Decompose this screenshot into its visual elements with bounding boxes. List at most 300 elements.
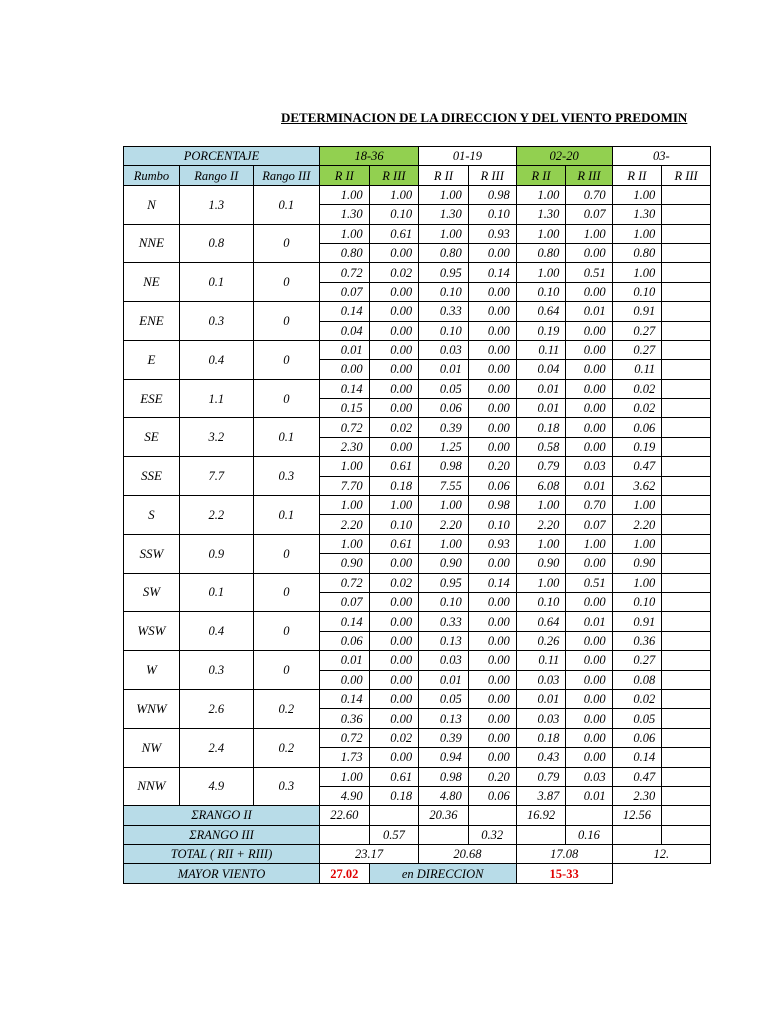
- rango-iii-cell: 0: [253, 340, 319, 379]
- factor-cell: 0.72: [320, 263, 370, 282]
- factor-cell: 0.95: [419, 263, 469, 282]
- product-cell: 0.02: [612, 399, 662, 418]
- rango-ii-cell: 0.3: [179, 651, 253, 690]
- product-cell: 0.19: [516, 321, 566, 340]
- factor-cell: 0.20: [468, 767, 516, 786]
- factor-cell: 0.47: [612, 457, 662, 476]
- sum-rii-value: 22.60: [320, 806, 370, 825]
- factor-cell: 0.61: [369, 767, 419, 786]
- factor-cell: 0.64: [516, 612, 566, 631]
- sum-rango-ii-label: ΣRANGO II: [124, 806, 320, 825]
- factor-cell: 0.00: [566, 379, 612, 398]
- header-row-runways: [124, 147, 711, 166]
- factor-cell: 0.03: [419, 340, 469, 359]
- factor-cell: 0.79: [516, 767, 566, 786]
- product-cell: 0.90: [516, 554, 566, 573]
- header-runway: 18-36: [320, 147, 419, 166]
- product-cell: 0.07: [320, 282, 370, 301]
- header-rii: R II: [419, 166, 469, 185]
- product-cell: 0.10: [419, 592, 469, 611]
- product-cell: 0.00: [566, 437, 612, 456]
- product-cell: 4.80: [419, 786, 469, 805]
- total-row: [124, 845, 711, 864]
- product-cell: 0.58: [516, 437, 566, 456]
- product-cell: 0.00: [468, 321, 516, 340]
- table-cell: [516, 825, 566, 844]
- total-value: 23.17: [320, 845, 419, 864]
- product-cell: 0.00: [369, 670, 419, 689]
- product-cell: 0.00: [566, 670, 612, 689]
- factor-cell: 0.14: [468, 573, 516, 592]
- header-riii: R III: [468, 166, 516, 185]
- product-cell: 0.00: [468, 399, 516, 418]
- product-cell: 0.07: [320, 592, 370, 611]
- product-cell: 1.25: [419, 437, 469, 456]
- rumbo-cell: N: [124, 185, 180, 224]
- factor-cell: 0.33: [419, 612, 469, 631]
- product-cell: 0.18: [369, 786, 419, 805]
- product-cell: 0.00: [369, 554, 419, 573]
- factor-cell: 0.47: [612, 767, 662, 786]
- table-cell: [662, 515, 711, 534]
- table-cell: [662, 185, 711, 204]
- table-row: [124, 418, 711, 437]
- factor-cell: 0.20: [468, 457, 516, 476]
- factor-cell: 0.27: [612, 651, 662, 670]
- factor-cell: 0.00: [468, 340, 516, 359]
- factor-cell: 0.91: [612, 302, 662, 321]
- product-cell: 1.30: [419, 205, 469, 224]
- table-cell: [662, 282, 711, 301]
- factor-cell: 1.00: [516, 534, 566, 553]
- header-rango-ii: Rango II: [179, 166, 253, 185]
- product-cell: 0.10: [516, 282, 566, 301]
- total-value: 20.68: [419, 845, 517, 864]
- sum-riii-value: 0.16: [566, 825, 612, 844]
- table-cell: [662, 457, 711, 476]
- header-porcentaje: PORCENTAJE: [124, 147, 320, 166]
- table-row: [124, 689, 711, 708]
- table-row: [124, 496, 711, 515]
- rango-iii-cell: 0: [253, 379, 319, 418]
- table-row: [124, 263, 711, 282]
- table-cell: [662, 612, 711, 631]
- mayor-viento-value: 27.02: [320, 864, 370, 883]
- total-value: 12.: [612, 845, 710, 864]
- product-cell: 0.00: [369, 631, 419, 650]
- header-rii: R II: [516, 166, 566, 185]
- total-label: TOTAL ( RII + RIII): [124, 845, 320, 864]
- mayor-viento-label: MAYOR VIENTO: [124, 864, 320, 883]
- factor-cell: 0.00: [468, 612, 516, 631]
- sum-rango-ii-row: [124, 806, 711, 825]
- rango-ii-cell: 3.2: [179, 418, 253, 457]
- factor-cell: 0.05: [419, 379, 469, 398]
- rango-iii-cell: 0: [253, 651, 319, 690]
- header-rii: R II: [612, 166, 662, 185]
- product-cell: 2.20: [419, 515, 469, 534]
- table-row: [124, 651, 711, 670]
- factor-cell: 0.00: [468, 689, 516, 708]
- table-row: [124, 612, 711, 631]
- rango-iii-cell: 0.2: [253, 728, 319, 767]
- factor-cell: 0.64: [516, 302, 566, 321]
- table-cell: [662, 437, 711, 456]
- factor-cell: 0.11: [516, 651, 566, 670]
- factor-cell: 1.00: [516, 496, 566, 515]
- table-cell: [662, 360, 711, 379]
- sum-rango-iii-row: [124, 825, 711, 844]
- sum-rii-value: 20.36: [419, 806, 469, 825]
- factor-cell: 1.00: [612, 185, 662, 204]
- product-cell: 0.05: [612, 709, 662, 728]
- factor-cell: 0.11: [516, 340, 566, 359]
- factor-cell: 1.00: [419, 496, 469, 515]
- rango-iii-cell: 0.1: [253, 185, 319, 224]
- product-cell: 0.80: [320, 243, 370, 262]
- product-cell: 0.08: [612, 670, 662, 689]
- factor-cell: 0.03: [419, 651, 469, 670]
- table-cell: [662, 534, 711, 553]
- product-cell: 0.80: [612, 243, 662, 262]
- factor-cell: 1.00: [566, 224, 612, 243]
- factor-cell: 0.00: [566, 689, 612, 708]
- rango-iii-cell: 0.3: [253, 767, 319, 806]
- product-cell: 0.10: [612, 282, 662, 301]
- factor-cell: 1.00: [612, 534, 662, 553]
- sum-rii-value: 12.56: [612, 806, 662, 825]
- sum-riii-value: 0.57: [369, 825, 419, 844]
- product-cell: 0.00: [369, 243, 419, 262]
- rango-iii-cell: 0: [253, 302, 319, 341]
- factor-cell: 0.00: [369, 612, 419, 631]
- table-row: [124, 728, 711, 747]
- factor-cell: 0.00: [369, 302, 419, 321]
- product-cell: 2.20: [612, 515, 662, 534]
- factor-cell: 0.00: [468, 728, 516, 747]
- factor-cell: 0.98: [419, 767, 469, 786]
- factor-cell: 0.27: [612, 340, 662, 359]
- product-cell: 0.00: [566, 243, 612, 262]
- factor-cell: 0.02: [612, 689, 662, 708]
- table-row: [124, 340, 711, 359]
- product-cell: 0.00: [369, 321, 419, 340]
- rango-ii-cell: 0.9: [179, 534, 253, 573]
- table-cell: [662, 302, 711, 321]
- rumbo-cell: WNW: [124, 689, 180, 728]
- rumbo-cell: NW: [124, 728, 180, 767]
- product-cell: 0.00: [369, 437, 419, 456]
- rumbo-cell: SSW: [124, 534, 180, 573]
- product-cell: 0.06: [468, 786, 516, 805]
- factor-cell: 1.00: [516, 263, 566, 282]
- product-cell: 4.90: [320, 786, 370, 805]
- product-cell: 0.00: [566, 554, 612, 573]
- table-cell: [662, 748, 711, 767]
- factor-cell: 0.00: [566, 728, 612, 747]
- table-cell: [662, 786, 711, 805]
- product-cell: 0.90: [419, 554, 469, 573]
- sum-riii-value: 0.32: [468, 825, 516, 844]
- product-cell: 0.04: [516, 360, 566, 379]
- en-direccion-label: en DIRECCION: [369, 864, 516, 883]
- product-cell: 0.00: [468, 360, 516, 379]
- factor-cell: 0.00: [566, 340, 612, 359]
- product-cell: 0.27: [612, 321, 662, 340]
- product-cell: 0.36: [612, 631, 662, 650]
- rango-ii-cell: 1.1: [179, 379, 253, 418]
- header-row-columns: [124, 166, 711, 185]
- product-cell: 0.00: [566, 399, 612, 418]
- product-cell: 0.10: [369, 205, 419, 224]
- header-riii: R III: [369, 166, 419, 185]
- table-cell: [662, 224, 711, 243]
- rango-ii-cell: 7.7: [179, 457, 253, 496]
- product-cell: 1.30: [320, 205, 370, 224]
- product-cell: 0.10: [419, 321, 469, 340]
- rango-iii-cell: 0: [253, 534, 319, 573]
- factor-cell: 1.00: [419, 224, 469, 243]
- product-cell: 0.00: [320, 670, 370, 689]
- product-cell: 0.90: [612, 554, 662, 573]
- table-cell: [662, 689, 711, 708]
- product-cell: 0.00: [566, 321, 612, 340]
- table-row: [124, 767, 711, 786]
- product-cell: 0.00: [369, 592, 419, 611]
- factor-cell: 0.61: [369, 457, 419, 476]
- rango-iii-cell: 0: [253, 573, 319, 612]
- rango-ii-cell: 2.4: [179, 728, 253, 767]
- factor-cell: 1.00: [320, 224, 370, 243]
- product-cell: 0.00: [566, 282, 612, 301]
- product-cell: 0.36: [320, 709, 370, 728]
- product-cell: 0.00: [320, 360, 370, 379]
- table-cell: [662, 321, 711, 340]
- factor-cell: 0.72: [320, 573, 370, 592]
- table-cell: [419, 825, 469, 844]
- product-cell: 0.10: [516, 592, 566, 611]
- table-cell: [662, 340, 711, 359]
- product-cell: 0.80: [516, 243, 566, 262]
- product-cell: 0.94: [419, 748, 469, 767]
- table-cell: [662, 573, 711, 592]
- rango-ii-cell: 4.9: [179, 767, 253, 806]
- factor-cell: 0.95: [419, 573, 469, 592]
- rumbo-cell: SE: [124, 418, 180, 457]
- factor-cell: 0.79: [516, 457, 566, 476]
- product-cell: 0.01: [419, 670, 469, 689]
- product-cell: 0.00: [566, 360, 612, 379]
- rango-iii-cell: 0: [253, 263, 319, 302]
- product-cell: 0.90: [320, 554, 370, 573]
- rango-ii-cell: 2.6: [179, 689, 253, 728]
- product-cell: 0.13: [419, 631, 469, 650]
- product-cell: 2.30: [612, 786, 662, 805]
- factor-cell: 0.00: [369, 379, 419, 398]
- factor-cell: 0.93: [468, 224, 516, 243]
- factor-cell: 0.02: [369, 418, 419, 437]
- factor-cell: 0.00: [566, 418, 612, 437]
- factor-cell: 1.00: [320, 534, 370, 553]
- rumbo-cell: WSW: [124, 612, 180, 651]
- rango-iii-cell: 0.1: [253, 496, 319, 535]
- table-cell: [662, 379, 711, 398]
- product-cell: 0.18: [369, 476, 419, 495]
- product-cell: 0.15: [320, 399, 370, 418]
- table-cell: [662, 728, 711, 747]
- rango-ii-cell: 1.3: [179, 185, 253, 224]
- direction-value: 15-33: [516, 864, 612, 883]
- factor-cell: 0.00: [369, 689, 419, 708]
- table-row: [124, 185, 711, 204]
- factor-cell: 1.00: [516, 573, 566, 592]
- factor-cell: 0.01: [516, 379, 566, 398]
- table-cell: [612, 825, 662, 844]
- rango-ii-cell: 0.3: [179, 302, 253, 341]
- factor-cell: 0.91: [612, 612, 662, 631]
- product-cell: 0.03: [516, 670, 566, 689]
- factor-cell: 0.51: [566, 573, 612, 592]
- product-cell: 0.00: [369, 360, 419, 379]
- wind-table-viewport: [123, 146, 711, 886]
- factor-cell: 0.03: [566, 457, 612, 476]
- table-cell: [662, 806, 711, 825]
- factor-cell: 1.00: [566, 534, 612, 553]
- factor-cell: 0.14: [468, 263, 516, 282]
- table-cell: [662, 651, 711, 670]
- product-cell: 0.01: [516, 399, 566, 418]
- product-cell: 0.10: [468, 205, 516, 224]
- header-runway: 02-20: [516, 147, 612, 166]
- table-row: [124, 302, 711, 321]
- factor-cell: 0.02: [612, 379, 662, 398]
- factor-cell: 0.00: [468, 418, 516, 437]
- rumbo-cell: SW: [124, 573, 180, 612]
- table-row: [124, 573, 711, 592]
- rumbo-cell: NNW: [124, 767, 180, 806]
- product-cell: 0.00: [468, 282, 516, 301]
- product-cell: 0.80: [419, 243, 469, 262]
- factor-cell: 0.02: [369, 263, 419, 282]
- product-cell: 0.03: [516, 709, 566, 728]
- product-cell: 1.73: [320, 748, 370, 767]
- product-cell: 0.19: [612, 437, 662, 456]
- header-rango-iii: Rango III: [253, 166, 319, 185]
- rumbo-cell: NE: [124, 263, 180, 302]
- factor-cell: 0.00: [468, 651, 516, 670]
- product-cell: 0.00: [369, 709, 419, 728]
- product-cell: 0.00: [468, 670, 516, 689]
- rango-ii-cell: 0.4: [179, 612, 253, 651]
- table-cell: [662, 767, 711, 786]
- factor-cell: 0.18: [516, 418, 566, 437]
- factor-cell: 0.06: [612, 418, 662, 437]
- factor-cell: 0.98: [419, 457, 469, 476]
- factor-cell: 0.98: [468, 185, 516, 204]
- header-rii: R II: [320, 166, 370, 185]
- sum-rii-value: 16.92: [516, 806, 566, 825]
- rango-ii-cell: 0.1: [179, 263, 253, 302]
- factor-cell: 0.51: [566, 263, 612, 282]
- factor-cell: 0.98: [468, 496, 516, 515]
- product-cell: 0.00: [369, 748, 419, 767]
- rango-ii-cell: 0.1: [179, 573, 253, 612]
- factor-cell: 0.02: [369, 573, 419, 592]
- product-cell: 1.30: [612, 205, 662, 224]
- factor-cell: 1.00: [419, 534, 469, 553]
- rango-iii-cell: 0.3: [253, 457, 319, 496]
- factor-cell: 1.00: [320, 767, 370, 786]
- table-cell: [662, 554, 711, 573]
- factor-cell: 1.00: [612, 224, 662, 243]
- product-cell: 0.10: [612, 592, 662, 611]
- factor-cell: 1.00: [419, 185, 469, 204]
- factor-cell: 0.61: [369, 224, 419, 243]
- product-cell: 0.00: [468, 243, 516, 262]
- page-title: DETERMINACION DE LA DIRECCION Y DEL VIENTO PREDOMIN: [281, 110, 688, 125]
- table-cell: [662, 205, 711, 224]
- product-cell: 0.00: [468, 748, 516, 767]
- product-cell: 0.06: [468, 476, 516, 495]
- rango-ii-cell: 0.8: [179, 224, 253, 263]
- factor-cell: 0.72: [320, 418, 370, 437]
- product-cell: 0.00: [369, 399, 419, 418]
- rango-iii-cell: 0.1: [253, 418, 319, 457]
- factor-cell: 0.18: [516, 728, 566, 747]
- header-riii: R III: [662, 166, 711, 185]
- factor-cell: 0.70: [566, 185, 612, 204]
- product-cell: 0.00: [468, 554, 516, 573]
- table-cell: [369, 806, 419, 825]
- factor-cell: 0.00: [468, 379, 516, 398]
- product-cell: 0.01: [566, 786, 612, 805]
- product-cell: 3.62: [612, 476, 662, 495]
- factor-cell: 0.33: [419, 302, 469, 321]
- rumbo-cell: E: [124, 340, 180, 379]
- total-value: 17.08: [516, 845, 612, 864]
- factor-cell: 1.00: [369, 496, 419, 515]
- factor-cell: 0.02: [369, 728, 419, 747]
- factor-cell: 0.14: [320, 689, 370, 708]
- table-cell: [566, 806, 612, 825]
- product-cell: 0.10: [419, 282, 469, 301]
- rango-ii-cell: 0.4: [179, 340, 253, 379]
- rango-iii-cell: 0: [253, 612, 319, 651]
- factor-cell: 0.01: [320, 651, 370, 670]
- table-row: [124, 534, 711, 553]
- product-cell: 0.04: [320, 321, 370, 340]
- rumbo-cell: NNE: [124, 224, 180, 263]
- product-cell: 0.10: [369, 515, 419, 534]
- table-row: [124, 224, 711, 243]
- rango-iii-cell: 0: [253, 224, 319, 263]
- product-cell: 0.00: [468, 437, 516, 456]
- factor-cell: 0.00: [566, 651, 612, 670]
- table-row: [124, 379, 711, 398]
- product-cell: 0.00: [468, 592, 516, 611]
- factor-cell: 0.05: [419, 689, 469, 708]
- product-cell: 0.00: [369, 282, 419, 301]
- table-cell: [662, 263, 711, 282]
- product-cell: 7.55: [419, 476, 469, 495]
- factor-cell: 0.03: [566, 767, 612, 786]
- factor-cell: 0.14: [320, 612, 370, 631]
- product-cell: 0.00: [566, 631, 612, 650]
- rango-iii-cell: 0.2: [253, 689, 319, 728]
- rumbo-cell: SSE: [124, 457, 180, 496]
- factor-cell: 0.00: [369, 651, 419, 670]
- factor-cell: 0.01: [566, 612, 612, 631]
